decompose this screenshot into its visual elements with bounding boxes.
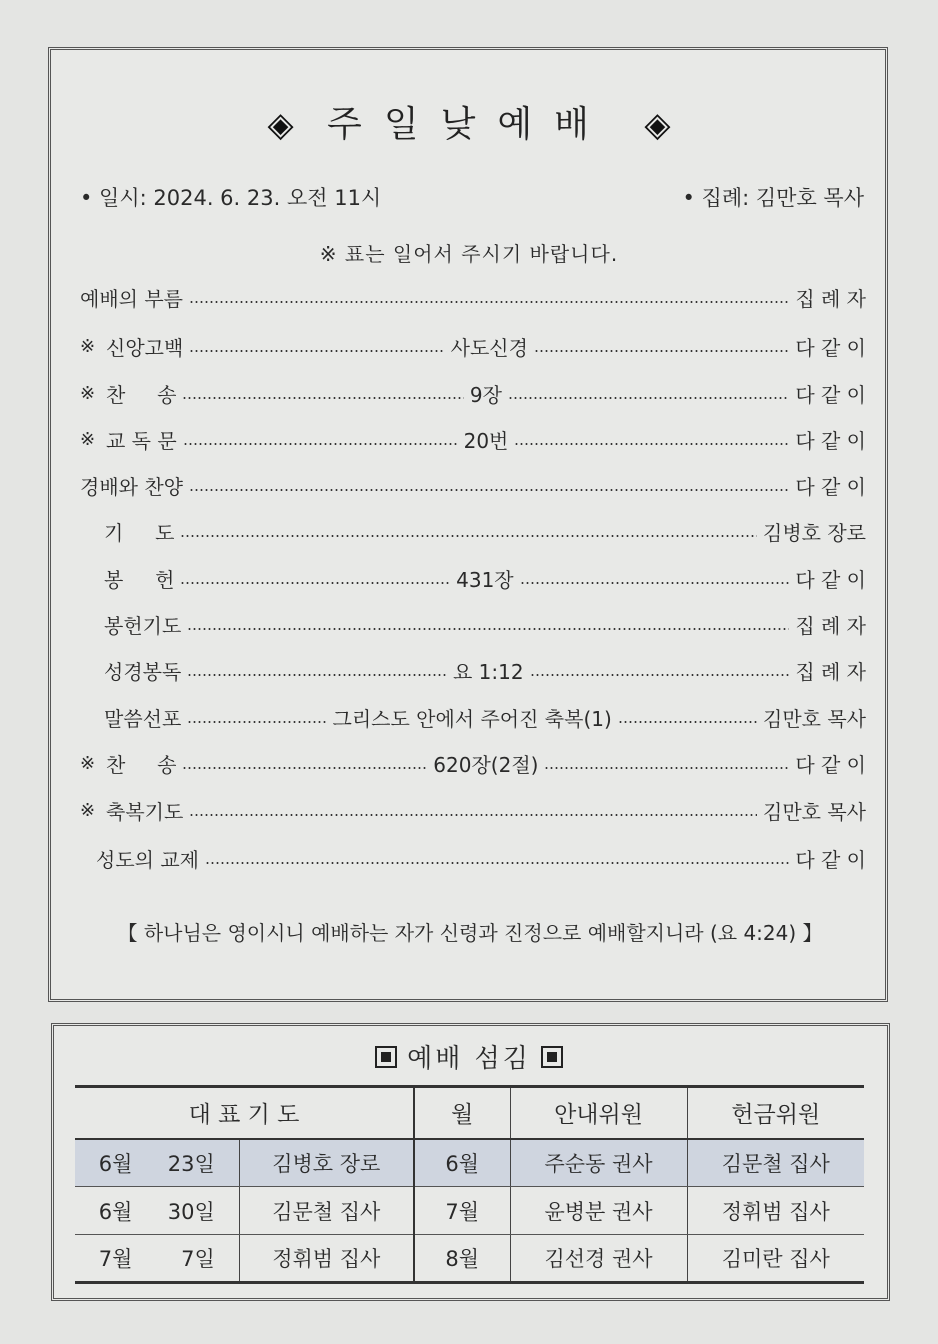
standing-notice: ※ 표는 일어서 주시기 바랍니다. xyxy=(319,242,619,266)
usher-cell: 김선경 권사 xyxy=(510,1235,687,1283)
offering-cell: 김문철 집사 xyxy=(687,1139,864,1187)
order-item-detail: 620장(2절) xyxy=(433,752,539,777)
service-title xyxy=(0,96,938,147)
leader-dots xyxy=(544,767,789,769)
leader-dots xyxy=(187,674,447,676)
prayer-day: 7일 xyxy=(181,1247,215,1271)
order-item-leader: 다 같 이 xyxy=(795,382,867,407)
header-offering: 헌금위원 xyxy=(687,1087,864,1139)
stand-mark-icon: ※ xyxy=(80,335,96,357)
leader-dots xyxy=(180,582,450,584)
prayer-day: 30일 xyxy=(167,1199,215,1224)
month-cell: 6월 xyxy=(414,1139,510,1187)
order-item xyxy=(104,702,866,732)
serving-title-text: 예배 섬김 xyxy=(407,1044,531,1074)
order-item-leader: 집 례 자 xyxy=(795,286,866,311)
order-item-detail: 그리스도 안에서 주어진 축복(1) xyxy=(332,706,612,731)
order-item-leader: 다 같 이 xyxy=(795,335,866,360)
leader-dots xyxy=(189,814,757,816)
order-item-label: 경배와 찬양 xyxy=(80,474,183,499)
order-item-leader: 집 례 자 xyxy=(795,613,866,638)
leader-dots xyxy=(183,443,458,445)
service-title-text: 주일낮예배 xyxy=(327,104,611,145)
header-usher: 안내위원 xyxy=(510,1087,687,1139)
verse-quote: 【 하나님은 영이시니 예배하는 자가 신령과 진정으로 예배할지니라 (요 4:24) 】 xyxy=(117,921,823,945)
order-item-detail: 사도신경 xyxy=(450,335,528,360)
order-item-label: 예배의 부름 xyxy=(80,286,183,311)
service-officiant: • 집례: 김만호 목사 xyxy=(682,186,864,210)
order-item xyxy=(80,282,866,312)
prayer-day: 23일 xyxy=(167,1151,215,1176)
leader-dots xyxy=(187,721,326,723)
service-date: • 일시: 2024. 6. 23. 오전 11시 xyxy=(80,186,382,210)
order-item-label: 기 도 xyxy=(104,520,175,545)
square-bullet-icon xyxy=(541,1046,563,1068)
leader-dots xyxy=(520,582,790,584)
order-item-leader: 김만호 목사 xyxy=(763,799,866,824)
leader-dots xyxy=(182,397,463,399)
offering-cell: 김미란 집사 xyxy=(687,1235,864,1283)
square-bullet-icon xyxy=(375,1046,397,1068)
leader-dots xyxy=(618,721,757,723)
diamond-left-icon: ◈ xyxy=(267,105,294,145)
prayer-date-cell xyxy=(75,1187,239,1235)
leader-dots xyxy=(189,301,789,303)
leader-dots xyxy=(205,862,789,864)
order-item xyxy=(80,424,866,454)
order-item-detail: 9장 xyxy=(469,382,502,407)
order-item-detail: 431장 xyxy=(456,567,514,592)
leader-dots xyxy=(182,767,427,769)
order-item xyxy=(96,843,866,873)
leader-dots xyxy=(530,674,790,676)
order-item-label: 신앙고백 xyxy=(106,335,184,360)
order-item xyxy=(80,331,866,361)
table-row xyxy=(75,1187,864,1235)
leader-dots xyxy=(514,443,789,445)
serving-title xyxy=(0,1038,938,1075)
prayer-month: 6월 xyxy=(98,1151,133,1176)
leader-dots xyxy=(189,489,789,491)
prayer-date-cell xyxy=(75,1139,239,1187)
order-item-leader: 김만호 목사 xyxy=(763,706,866,731)
table-row xyxy=(75,1139,864,1187)
prayer-month: 6월 xyxy=(98,1199,133,1224)
leader-dots xyxy=(187,628,789,630)
leader-dots xyxy=(189,350,444,352)
order-item-detail: 20번 xyxy=(463,428,509,453)
stand-mark-icon: ※ xyxy=(80,428,96,450)
order-item xyxy=(80,795,866,825)
stand-mark-icon: ※ xyxy=(80,382,96,404)
order-item xyxy=(104,563,866,593)
order-item-leader: 다 같 이 xyxy=(795,474,866,499)
header-month: 월 xyxy=(414,1087,510,1139)
order-item-label: 말씀선포 xyxy=(104,706,182,731)
prayer-leader-cell: 김병호 장로 xyxy=(239,1139,414,1187)
prayer-date-cell xyxy=(75,1235,239,1283)
order-item-label: 봉 헌 xyxy=(104,567,175,592)
order-item xyxy=(80,470,866,500)
order-item xyxy=(104,609,866,639)
table-row xyxy=(75,1235,864,1283)
order-item-leader: 집 례 자 xyxy=(795,659,866,684)
order-item xyxy=(80,378,866,408)
order-item-leader: 김병호 장로 xyxy=(763,520,866,545)
prayer-month: 7월 xyxy=(98,1247,133,1271)
leader-dots xyxy=(508,397,789,399)
order-item-label: 봉헌기도 xyxy=(104,613,182,638)
order-item-leader: 다 같 이 xyxy=(795,567,866,592)
order-item-label: 찬 송 xyxy=(106,752,177,777)
order-item xyxy=(104,655,866,685)
order-item-detail: 요 1:12 xyxy=(453,659,524,684)
order-item-leader: 다 같 이 xyxy=(795,847,866,872)
order-item-leader: 다 같 이 xyxy=(795,428,866,453)
month-cell: 8월 xyxy=(414,1235,510,1283)
order-item xyxy=(104,516,866,546)
usher-cell: 주순동 권사 xyxy=(510,1139,687,1187)
prayer-leader-cell: 정휘범 집사 xyxy=(239,1235,414,1283)
order-item-label: 찬 송 xyxy=(106,382,177,407)
serving-table xyxy=(75,1085,864,1284)
order-item xyxy=(80,748,866,778)
prayer-leader-cell: 김문철 집사 xyxy=(239,1187,414,1235)
header-prayer: 대 표 기 도 xyxy=(75,1087,414,1139)
order-item-label: 교 독 문 xyxy=(106,428,177,453)
order-item-label: 성도의 교제 xyxy=(96,847,199,872)
stand-mark-icon: ※ xyxy=(80,799,96,821)
month-cell: 7월 xyxy=(414,1187,510,1235)
order-item-label: 성경봉독 xyxy=(104,659,182,684)
diamond-right-icon: ◈ xyxy=(644,105,671,145)
stand-mark-icon: ※ xyxy=(80,752,96,774)
leader-dots xyxy=(180,535,757,537)
table-header-row xyxy=(75,1087,864,1139)
leader-dots xyxy=(534,350,789,352)
offering-cell: 정휘범 집사 xyxy=(687,1187,864,1235)
usher-cell: 윤병분 권사 xyxy=(510,1187,687,1235)
order-item-label: 축복기도 xyxy=(106,799,184,824)
order-item-leader: 다 같 이 xyxy=(795,752,866,777)
